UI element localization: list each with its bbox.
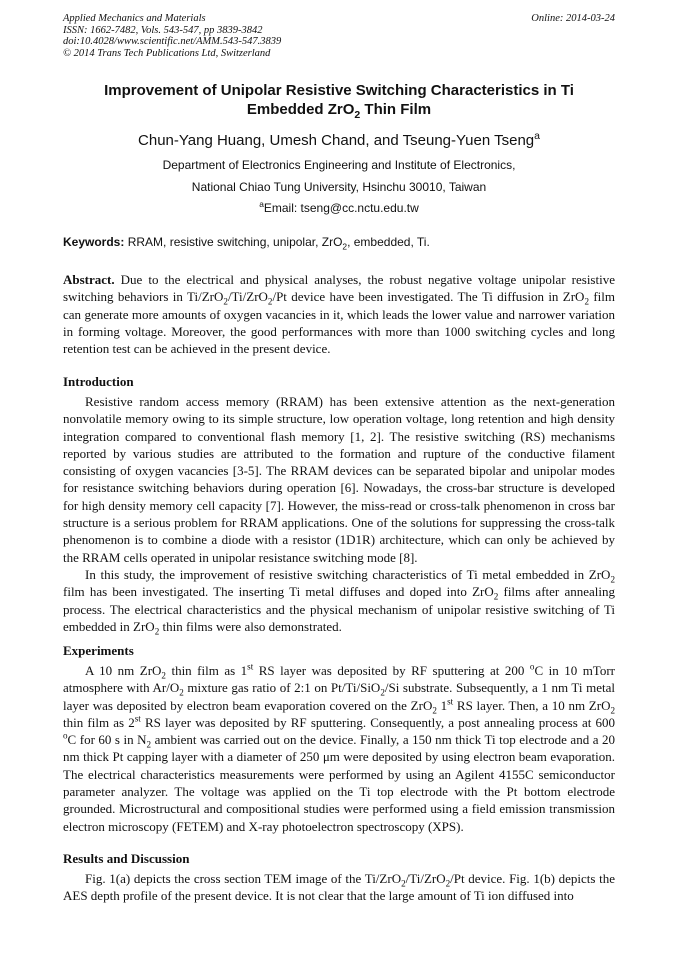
- keywords-subscript: 2: [342, 241, 348, 252]
- paragraph-text: thin film as 1: [165, 663, 248, 678]
- title-subscript: 2: [354, 109, 361, 121]
- paragraph-text: thin films were also demonstrated.: [159, 618, 342, 634]
- experiments-heading: Experiments: [63, 643, 134, 658]
- affiliation-line-2: National Chiao Tung University, Hsinchu 30010, Taiwan: [191, 180, 487, 194]
- author-list: [60, 131, 618, 150]
- paragraph-text: In this study, the improvement of resistive switching characteristics of Ti metal embedded in ZrO: [85, 566, 611, 582]
- subscript: 2: [179, 687, 184, 698]
- journal-issn: ISSN: 1662-7482, Vols. 543-547, pp 3839-3842: [63, 24, 263, 36]
- paper-title: [60, 81, 618, 119]
- subscript: 2: [610, 705, 616, 716]
- paragraph-text: RS layer was deposited by RF sputtering at 200: [253, 663, 530, 678]
- paragraph-text: A 10 nm ZrO: [85, 663, 162, 678]
- paragraph-text: thin film as 2: [63, 714, 135, 730]
- results-body: [63, 870, 615, 905]
- abstract-text: film can generate more amounts of oxygen vacancies in it, which leads the lower value and narrower variation in forming voltage. Moreover, the good performances with more than 1000 switching cycles and long retention test can be achieved in the present device.: [63, 289, 615, 357]
- journal-name: Applied Mechanics and Materials: [63, 13, 206, 24]
- superscript: st: [447, 696, 454, 707]
- abstract-text: Due to the electrical and physical analyses, the robust negative voltage unipolar resistive switching behaviors in Ti/ZrO: [63, 272, 615, 305]
- subscript: 2: [445, 878, 451, 889]
- subscript: 2: [610, 574, 615, 585]
- subscript: 2: [223, 296, 228, 307]
- paragraph-text: /Si substrate. Subsequently, a 1 nm Ti metal layer was deposited by electron beam evaporation covered on the ZrO: [63, 680, 615, 713]
- experiments-body: [63, 662, 615, 835]
- paragraph-text: C in 10 mTorr atmosphere with Ar/O: [63, 663, 616, 696]
- subscript: 2: [161, 670, 166, 681]
- email-text: Email: tseng@cc.nctu.edu.tw: [263, 201, 419, 215]
- abstract: [63, 271, 615, 357]
- paragraph-text: film has been investigated. The inserting Ti metal diffuses and doped into ZrO: [63, 584, 494, 600]
- paragraph-text: ambient was carried out on the device. Finally, a 150 nm thick Ti top electrode and a 20 nm thick Pt capping layer with a diameter of 250 μm were deposited by using electron beam evaporation. The electrical characteristics measurements were performed by using an Agilent 4155C semiconductor parameter analyzer. The voltage was applied on the Ti top electrode with the Pt bottom electrode grounded. Microstructural and compositional studies were performed using a field emission transmission electron microscopy (FETEM) and X-ray photoelectron spectroscopy (XPS).: [63, 732, 615, 834]
- journal-doi: doi:10.4028/www.scientific.net/AMM.543-547.3839: [63, 36, 282, 48]
- keywords-text: , embedded, Ti.: [347, 235, 430, 249]
- author-superscript: a: [534, 130, 540, 142]
- keywords-text: RRAM, resistive switching, unipolar, ZrO: [124, 235, 343, 249]
- paragraph-text: RS layer. Then, a 10 nm ZrO: [453, 697, 611, 713]
- keywords-label: Keywords:: [63, 235, 125, 249]
- subscript: 2: [146, 739, 152, 750]
- paragraph-text: RS layer was deposited by RF sputtering. Consequently, a post annealing process at 600: [140, 714, 616, 730]
- paragraph-text: films after annealing process. The electrical characteristics and the physical mechanism of unipolar resistive switching of Ti embedded in ZrO: [63, 584, 615, 634]
- subscript: 2: [432, 705, 437, 716]
- superscript: o: [529, 661, 535, 672]
- abstract-text: /Ti/ZrO: [227, 289, 268, 305]
- results-paragraph: [63, 870, 615, 905]
- affiliation-email: [60, 201, 618, 215]
- subscript: 2: [493, 591, 499, 602]
- affiliation-line-1: Department of Electronics Engineering and Institute of Electronics,: [162, 158, 516, 172]
- experiments-paragraph: [63, 662, 615, 835]
- introduction-paragraph-1: Resistive random access memory (RRAM) has been extensive attention as the next-generation nonvolatile memory owing to its simple structure, low operation voltage, long retention and high density integration compared to conventional flash memory [1, 2]. The resistive switching (RS) mechanisms reported by various studies are attributed to the formation and rupture of the conductive filament consisting of oxygen vacancies [3-5]. The RRAM devices can be separated bipolar and unipolar modes for resistance switching behaviors during operation [6]. Nowadays, the cross-bar structure is developed for high density memory cell capacity [7]. However, the miss-read or cross-talk phenomenon in cross bar structure is a serious problem for RRAM applications. One of the solutions for suppressing the cross-talk phenomenon is to combine a diode with a resistor (1D1R) architecture, which can only be achieved by the RRAM cells operated in unipolar resistance switching mode [8].: [63, 394, 615, 565]
- journal-header: [63, 13, 615, 59]
- subscript: 2: [154, 626, 160, 637]
- online-date: Online: 2014-03-24: [531, 13, 615, 24]
- superscript: st: [247, 661, 254, 672]
- introduction-body: [63, 393, 615, 635]
- paragraph-text: /Pt device. Fig. 1(b) depicts the AES depth profile of the present device. It is not clear that the large amount of Ti ion diffused into: [63, 871, 615, 904]
- subscript: 2: [380, 687, 385, 698]
- subscript: 2: [584, 296, 589, 307]
- abstract-label: Abstract.: [63, 272, 115, 287]
- email-superscript: a: [259, 199, 264, 209]
- introduction-heading: Introduction: [63, 374, 134, 389]
- paragraph-text: C for 60 s in N: [67, 732, 147, 748]
- paragraph-text: Fig. 1(a) depicts the cross section TEM image of the Ti/ZrO: [85, 871, 402, 886]
- paragraph-text: /Ti/ZrO: [405, 871, 446, 886]
- results-heading: Results and Discussion: [63, 851, 190, 866]
- title-text: Embedded ZrO: [246, 101, 355, 118]
- subscript: 2: [267, 296, 273, 307]
- title-text: Thin Film: [360, 101, 432, 118]
- author-names: Chun-Yang Huang, Umesh Chand, and Tseung-Yuen Tseng: [138, 132, 535, 149]
- paragraph-text: mixture gas ratio of 2:1 on Pt/Ti/SiO: [183, 680, 381, 696]
- introduction-paragraph-2: [63, 566, 615, 635]
- journal-copyright: © 2014 Trans Tech Publications Ltd, Switzerland: [63, 47, 271, 59]
- superscript: st: [134, 713, 141, 724]
- title-line-1: Improvement of Unipolar Resistive Switching Characteristics in Ti: [104, 82, 574, 99]
- paragraph-text: 1: [436, 697, 448, 713]
- abstract-text: /Pt device have been investigated. The Ti diffusion in ZrO: [272, 289, 585, 305]
- title-line-2: [60, 100, 618, 119]
- keywords: [63, 235, 615, 252]
- superscript: o: [63, 730, 68, 741]
- subscript: 2: [401, 878, 406, 889]
